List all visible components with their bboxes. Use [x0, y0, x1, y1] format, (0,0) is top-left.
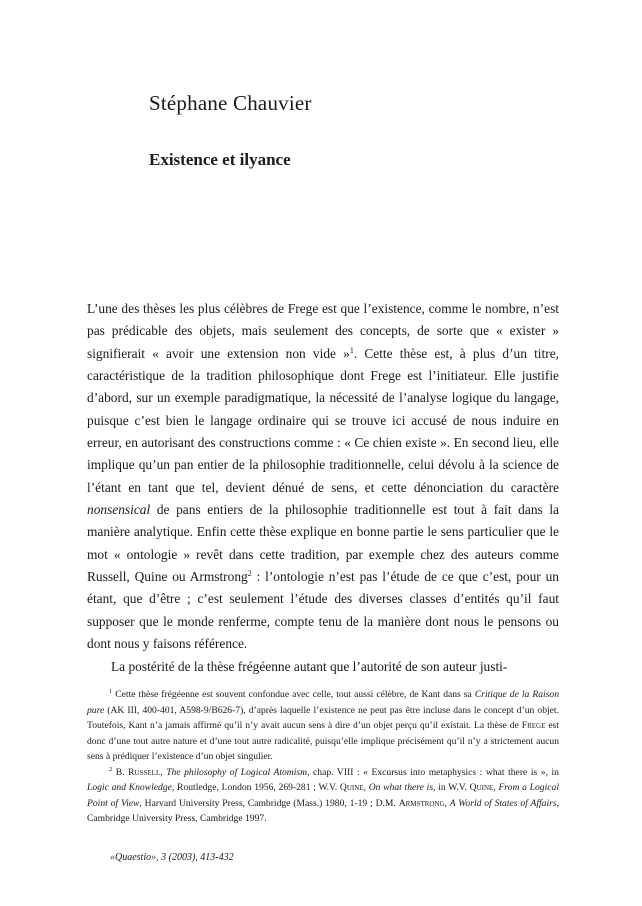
main-text — [87, 298, 559, 678]
paragraph-1: L’une des thèses les plus célèbres de Frege est que l’existence, comme le nombre, n’est pas prédicable des objets, mais seulement des concepts, de sorte que « exister » signifierait « avoir une extension non vide »$^1$. Cette thèse est, à plus d’un titre, caractéristique de la tradition philosophique dont Frege est l’initiateur. Elle justifie d’abord, sur un exemple paradigmatique, la nécessité de l’analyse logique du langage, puisque c’est bien le langage ordinaire qui se trouve ici accusé de nous induire en erreur, en autorisant des constructions comme : « Ce chien existe ». En second lieu, elle implique qu’un pan entier de la philosophie traditionnelle, celui dévolu à la science de l’étant en tant que tel, devient dénué de sens, et cette dénonciation du caractère nonsensical de pans entiers de la philosophie traditionnelle est tout à fait dans la manière analytique. Enfin cette thèse explique en bonne partie le sens particulier que le mot « ontologie » revêt dans cette tradition, par exemple chez des auteurs comme Russell, Quine ou Armstrong$^2$ : l’ontologie n’est pas l’étude de ce que c’est, pour un étant, que d’être ; c’est seulement l’étude des diverses classes d’entités qu’il faut supposer que le monde renferme, compte tenu de la manière dont nous le pensons ou dont nous y faisons référence. — [87, 301, 559, 652]
footnotes — [87, 687, 559, 827]
footnote-1: $^1$ Cette thèse frégéenne est souvent confondue avec celle, tout aussi célèbre, de Kant dans sa Critique de la Raison pure (AK III, 400-401, A598-9/B626-7), d’après laquelle l’existence ne peut pas être incluse dans le concept d’un objet. Toutefois, Kant n’a jamais affirmé qu’il n’y avait aucun sens à dire d’un objet perçu qu’il existait. La thèse de Frege est donc d’une tout autre nature et d’une tout autre radicalité, puisqu’elle implique précisément qu’il n’y a strictement aucun sens à prédiquer l’existence d’un objet singulier. — [87, 688, 560, 762]
footnote-ref-1[interactable]: 1 — [349, 345, 354, 355]
author-name: Stéphane Chauvier — [149, 91, 312, 115]
footnote-ref-2[interactable]: 2 — [247, 569, 252, 579]
journal-citation: «Quaestio», 3 (2003), 413-432 — [110, 852, 234, 863]
article-title: Existence et ilyance — [149, 150, 291, 169]
footnote-2: $^2$ B. Russell, The philosophy of Logical Atomism, chap. VIII : « Excursus into metaphysics : what there is », in Logic and Knowledge, Routledge, London 1956, 269-281 ; W.V. Quine, On what there is, in W.V. Quine, From a Logical Point of View, Harvard University Press, Cambridge (Mass.) 1980, 1-19 ; D.M. Armstrong, A World of States of Affairs, Cambridge University Press, Cambridge 1997. — [87, 765, 560, 824]
paragraph-2: La postérité de la thèse frégéenne autant que l’autorité de son auteur justi- — [111, 658, 508, 674]
